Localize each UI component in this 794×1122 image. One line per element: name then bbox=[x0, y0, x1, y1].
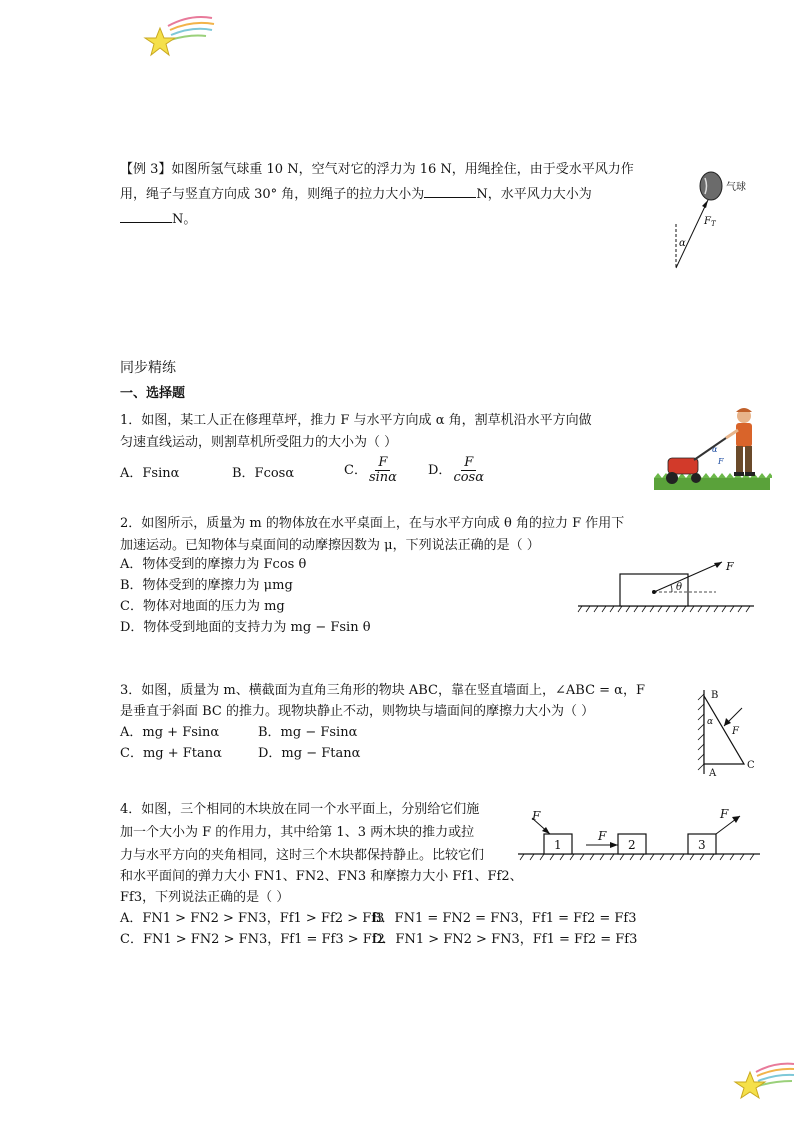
q1-option-d-num: F bbox=[461, 456, 476, 471]
push-f-label: F bbox=[732, 726, 739, 737]
ex3-text2b: N，水平风力大小为 bbox=[476, 187, 592, 202]
section-subtitle: 一、选择题 bbox=[120, 386, 186, 401]
ex3-tag: 【例 3】 bbox=[120, 162, 172, 177]
q4-line3: 力与水平方向的夹角相同，这时三个木块都保持静止。比较它们 bbox=[120, 848, 485, 863]
q4-line4: 和水平面间的弹力大小 FN1、FN2、FN3 和摩擦力大小 Ff1、Ff2、 bbox=[120, 869, 523, 884]
q1-line2: 匀速直线运动，则割草机所受阻力的大小为（ ） bbox=[120, 435, 398, 450]
block-2-label: 2 bbox=[628, 838, 636, 852]
mower-body bbox=[668, 458, 698, 474]
ex3-text2a: 用，绳子与竖直方向成 30° 角，则绳子的拉力大小为 bbox=[120, 187, 425, 202]
answer-blank-tension[interactable] bbox=[424, 185, 476, 198]
three-blocks-diagram bbox=[516, 804, 762, 868]
q4-option-d[interactable]: D．FN1 > FN2 > FN3，Ff1 = Ff2 = Ff3 bbox=[372, 932, 638, 947]
balloon-shape bbox=[700, 172, 722, 200]
q4-line1: 4．如图，三个相同的木块放在同一个水平面上，分别给它们施 bbox=[120, 802, 480, 817]
q3-option-a[interactable]: A．mg + Fsinα bbox=[120, 725, 220, 740]
block-on-table-diagram bbox=[576, 556, 756, 616]
ex3-text1: 如图所氢气球重 10 N，空气对它的浮力为 16 N，用绳拴住，由于受水平风力作 bbox=[171, 162, 634, 177]
shooting-star-icon-top bbox=[140, 10, 220, 58]
force-label-3: F bbox=[720, 807, 729, 821]
ex3-text3b: N。 bbox=[172, 212, 197, 227]
theta-label: θ bbox=[676, 582, 683, 593]
q1-option-d-fraction bbox=[451, 456, 486, 485]
lawn-mower-worker-image bbox=[654, 406, 772, 494]
q2-line1: 2．如图所示，质量为 m 的物体放在水平桌面上，在与水平方向成 θ 角的拉力 F 作用下 bbox=[120, 516, 625, 531]
answer-blank-wind[interactable] bbox=[120, 210, 172, 223]
force-f-label: F bbox=[726, 560, 734, 573]
q1-option-c-fraction bbox=[367, 456, 399, 485]
q1-option-c-label: C． bbox=[344, 463, 367, 478]
q1-option-a[interactable]: A．Fsinα bbox=[120, 466, 180, 481]
q1-option-c[interactable] bbox=[344, 456, 399, 485]
mower-alpha-label: α bbox=[712, 445, 718, 454]
alpha-label: α bbox=[679, 238, 686, 249]
block-1-label: 1 bbox=[554, 838, 562, 852]
vertex-c-label: C bbox=[747, 760, 755, 771]
q3-line2: 是垂直于斜面 BC 的推力。现物块静止不动，则物块与墙面间的摩擦力大小为（ ） bbox=[120, 704, 595, 719]
q2-option-d[interactable]: D．物体受到地面的支持力为 mg − Fsin θ bbox=[120, 620, 371, 635]
triangle-on-wall-diagram bbox=[690, 684, 766, 780]
q3-option-b[interactable]: B．mg − Fsinα bbox=[258, 725, 358, 740]
q4-option-b[interactable]: B．FN1 = FN2 = FN3，Ff1 = Ff2 = Ff3 bbox=[372, 911, 637, 926]
q2-line2: 加速运动。已知物体与桌面间的动摩擦因数为 μ，下列说法正确的是（ ） bbox=[120, 538, 540, 553]
q2-option-c[interactable]: C．物体对地面的压力为 mg bbox=[120, 599, 285, 614]
q1-option-d[interactable] bbox=[428, 456, 486, 485]
ex3-line1 bbox=[120, 160, 634, 180]
rope-line bbox=[676, 200, 708, 268]
force-label-2: F bbox=[598, 829, 607, 843]
q1-line1: 1．如图，某工人正在修理草坪，推力 F 与水平方向成 α 角，割草机沿水平方向做 bbox=[120, 413, 592, 428]
balloon-label: 气球 bbox=[726, 182, 746, 193]
vertex-b-label: B bbox=[711, 690, 719, 701]
ex3-line3 bbox=[120, 210, 196, 230]
q1-option-b[interactable]: B．Fcosα bbox=[232, 466, 295, 481]
section-title: 同步精练 bbox=[120, 360, 176, 376]
q1-option-d-label: D． bbox=[428, 463, 452, 478]
q3-option-c[interactable]: C．mg + Ftanα bbox=[120, 746, 222, 761]
q4-line5: Ff3，下列说法正确的是（ ） bbox=[120, 890, 290, 905]
q2-option-a[interactable]: A．物体受到的摩擦力为 Fcos θ bbox=[120, 557, 307, 572]
q4-option-c[interactable]: C．FN1 > FN2 > FN3，Ff1 = Ff3 > Ff2 bbox=[120, 932, 385, 947]
q3-line1: 3．如图，质量为 m、横截面为直角三角形的物块 ABC，靠在竖直墙面上，∠ABC = α，F bbox=[120, 683, 645, 698]
q1-option-d-den: cosα bbox=[453, 470, 484, 485]
force-label-1: F bbox=[532, 809, 541, 823]
block-3-label: 3 bbox=[698, 838, 706, 852]
q1-option-c-den: sinα bbox=[368, 470, 397, 485]
tension-label: $F_T$ bbox=[704, 216, 716, 228]
ex3-line2 bbox=[120, 185, 592, 205]
q2-option-b[interactable]: B．物体受到的摩擦力为 μmg bbox=[120, 578, 293, 593]
balloon-diagram bbox=[664, 168, 764, 272]
q3-option-d[interactable]: D．mg − Ftanα bbox=[258, 746, 361, 761]
mower-force-label: F bbox=[718, 457, 724, 466]
q4-line2: 加一个大小为 F 的作用力，其中给第 1、3 两木块的推力或拉 bbox=[120, 825, 475, 840]
q1-option-c-num: F bbox=[375, 456, 390, 471]
angle-alpha-label: α bbox=[707, 717, 714, 727]
shooting-star-icon-bottom bbox=[732, 1056, 794, 1100]
vertex-a-label: A bbox=[709, 768, 717, 779]
q4-option-a[interactable]: A．FN1 > FN2 > FN3，Ff1 > Ff2 > Ff3 bbox=[120, 911, 385, 926]
